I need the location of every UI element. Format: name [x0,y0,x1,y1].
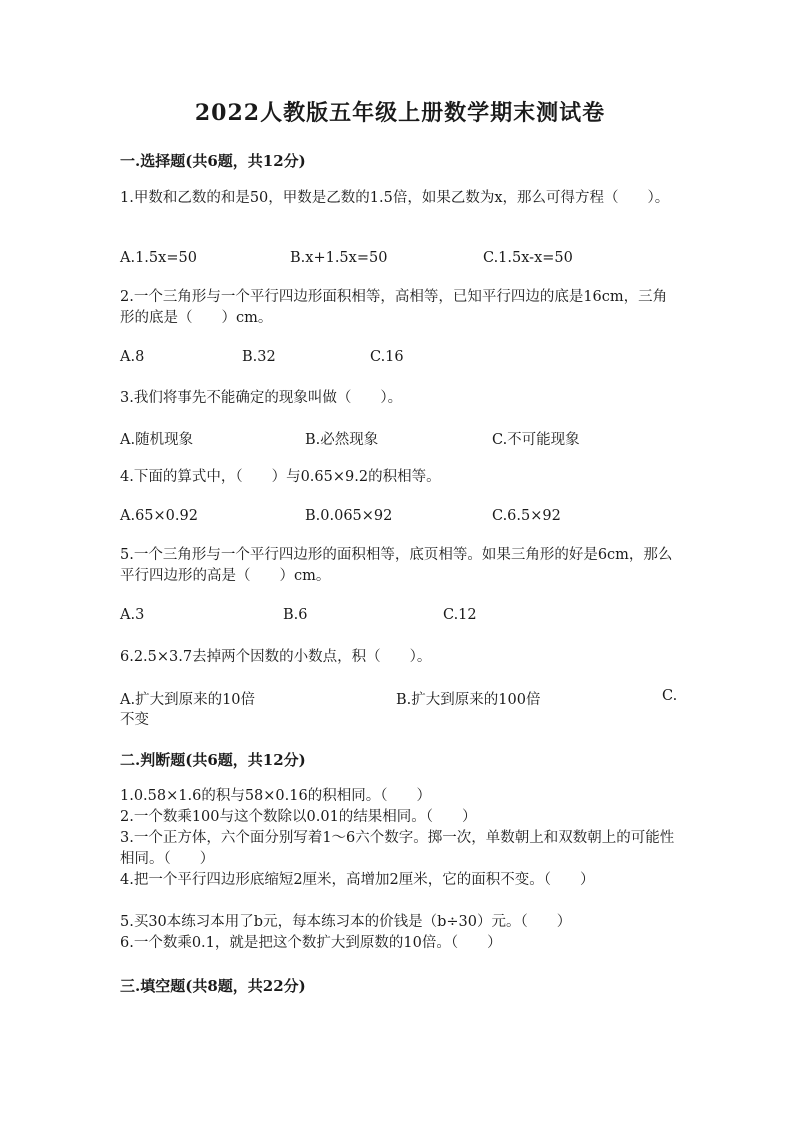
option-6c: C. [662,688,678,704]
option-2b: B.32 [242,349,276,365]
option-5b: B.6 [283,607,308,623]
option-4c: C.6.5×92 [492,508,561,524]
judge-item-1: 1.0.58×1.6的积与58×0.16的积相同。（ ） [120,788,431,804]
option-4b: B.0.065×92 [305,508,393,524]
judge-item-6: 6.一个数乘0.1，就是把这个数扩大到原数的10倍。（ ） [120,935,502,951]
judge-item-4: 4.把一个平行四边形底缩短2厘米，高增加2厘米，它的面积不变。（ ） [120,872,595,888]
option-1c: C.1.5x-x=50 [483,250,573,266]
option-2a: A.8 [120,349,145,365]
question-1: 1.甲数和乙数的和是50，甲数是乙数的1.5倍，如果乙数为x，那么可得方程（ ）。 [120,190,670,206]
judge-item-5: 5.买30本练习本用了b元，每本练习本的价钱是（b÷30）元。（ ） [120,914,572,930]
judge-item-2: 2.一个数乘100与这个数除以0.01的结果相同。（ ） [120,809,477,825]
page-title: 2022人教版五年级上册数学期末测试卷 [194,100,606,126]
judge-item-3: 3.一个正方体，六个面分别写着1～6六个数字。掷一次，单数朝上和双数朝上的可能性相同。（ ） [120,830,675,867]
section-heading-judge: 二.判断题(共6题，共12分) [120,751,306,769]
question-3: 3.我们将事先不能确定的现象叫做（ ）。 [120,390,403,406]
option-3c: C.不可能现象 [492,432,580,448]
option-4a: A.65×0.92 [120,508,198,524]
option-1a: A.1.5x=50 [120,250,197,266]
section-heading-fill: 三.填空题(共8题，共22分) [120,977,306,995]
option-6c-text: 不变 [120,712,149,728]
option-3a: A.随机现象 [120,432,194,448]
option-6b: B.扩大到原来的100倍 [396,692,541,708]
option-3b: B.必然现象 [305,432,379,448]
option-6a: A.扩大到原来的10倍 [120,692,256,708]
option-5c: C.12 [443,607,477,623]
question-2: 2.一个三角形与一个平行四边形面积相等，高相等，已知平行四边的底是16cm，三角形的底是（ ）cm。 [120,289,668,326]
question-6: 6.2.5×3.7去掉两个因数的小数点，积（ ）。 [120,649,432,665]
option-5a: A.3 [120,607,145,623]
question-5: 5.一个三角形与一个平行四边形的面积相等，底页相等。如果三角形的好是6cm，那么平行四边形的高是（ ）cm。 [120,547,673,584]
option-2c: C.16 [370,349,404,365]
option-1b: B.x+1.5x=50 [290,250,388,266]
question-4: 4.下面的算式中，（ ）与0.65×9.2的积相等。 [120,469,441,485]
section-heading-choice: 一.选择题(共6题，共12分) [120,152,306,170]
